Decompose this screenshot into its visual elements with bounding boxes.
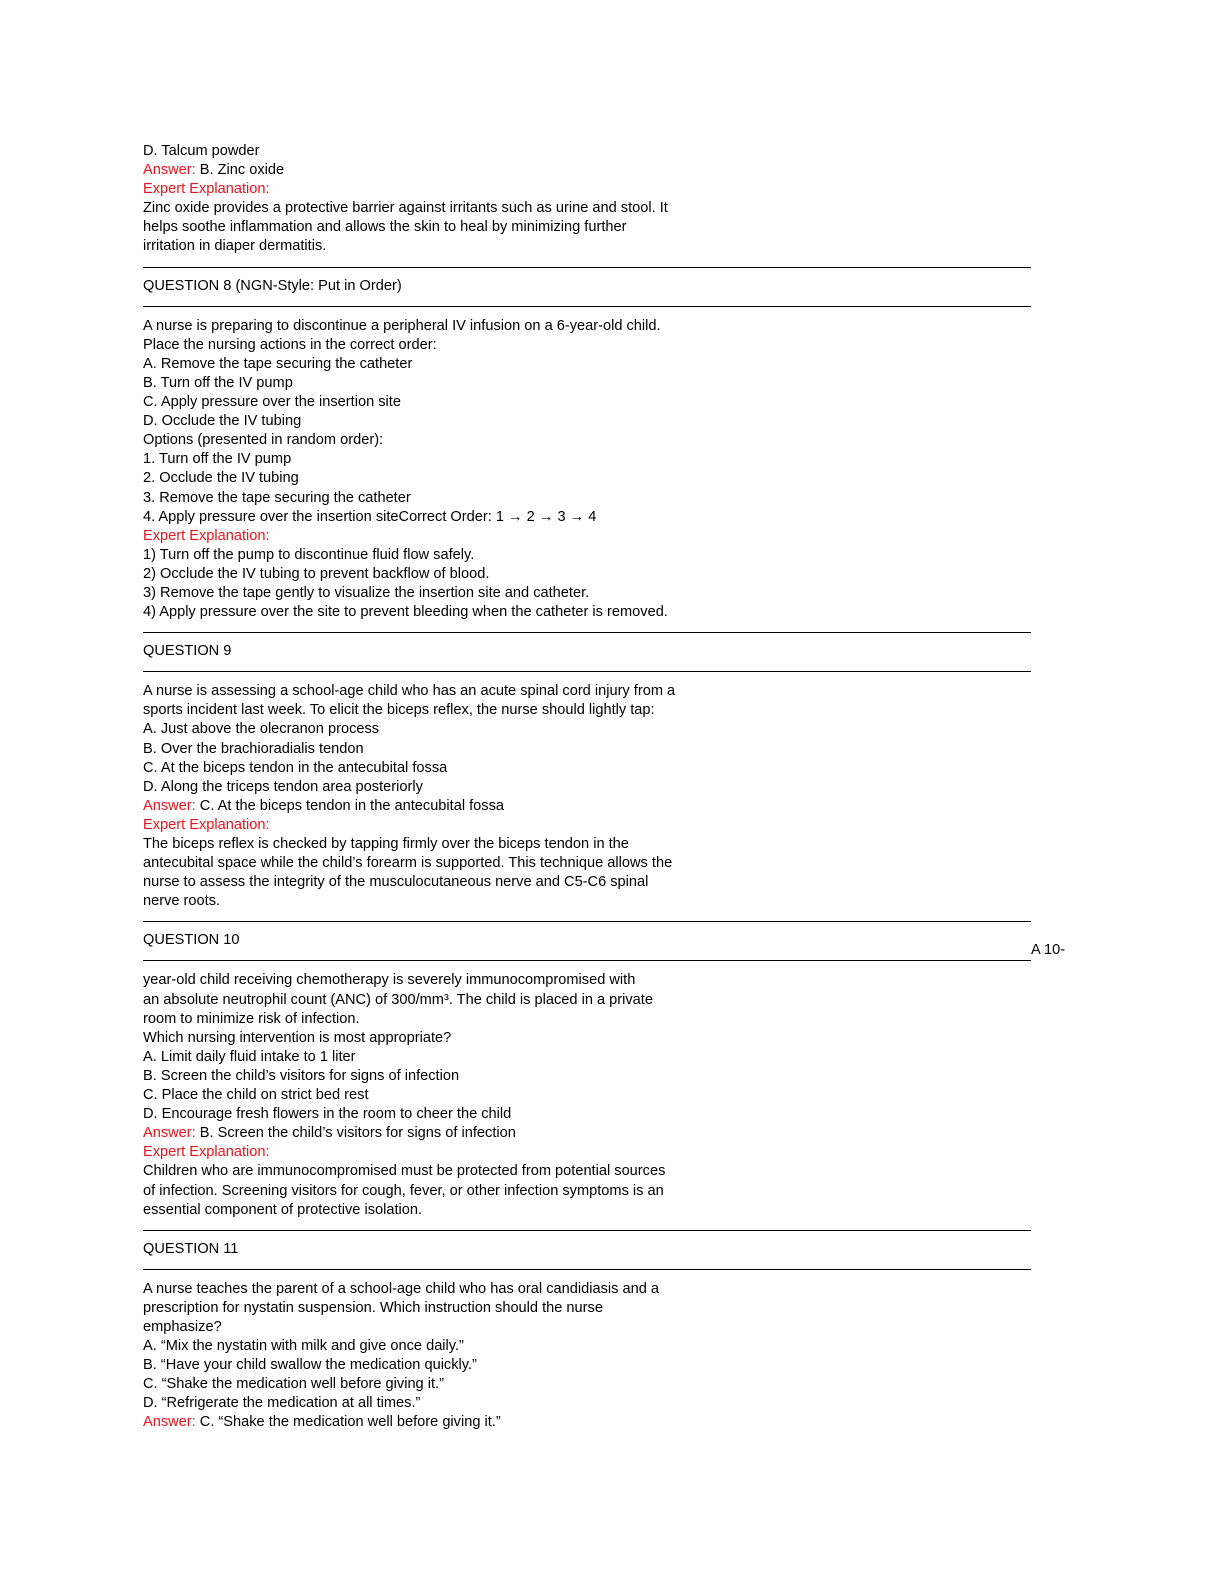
question-line: Which nursing intervention is most appropriate? — [143, 1029, 452, 1046]
question-9-body — [143, 682, 1031, 911]
explanation-line: helps soothe inflammation and allows the skin to heal by minimizing further — [143, 219, 627, 236]
option-line: 3. Remove the tape securing the catheter — [143, 489, 411, 506]
question-line: an absolute neutrophil count (ANC) of 300/mm³. The child is placed in a private — [143, 991, 653, 1008]
question-9-heading: QUESTION 9 — [143, 643, 232, 660]
question-line: Place the nursing actions in the correct order: — [143, 336, 437, 353]
explanation-line: nerve roots. — [143, 893, 221, 910]
divider — [143, 306, 1031, 307]
option-line: B. Turn off the IV pump — [143, 374, 293, 391]
answer-label: Answer: — [143, 1125, 196, 1142]
explanation-line: antecubital space while the child’s forearm is supported. This technique allows the — [143, 855, 673, 872]
option-line: A. Limit daily fluid intake to 1 liter — [143, 1048, 356, 1065]
divider — [143, 1269, 1031, 1270]
explanation-line: 3) Remove the tape gently to visualize the insertion site and catheter. — [143, 584, 590, 601]
option-line: C. At the biceps tendon in the antecubital fossa — [143, 759, 448, 776]
explanation-line: irritation in diaper dermatitis. — [143, 238, 327, 255]
question-line: emphasize? — [143, 1318, 222, 1335]
question-10-heading: QUESTION 10 — [143, 932, 240, 949]
option-line: B. Over the brachioradialis tendon — [143, 740, 364, 757]
explanation-label: Expert Explanation: — [143, 816, 270, 833]
explanation-line: 2) Occlude the IV tubing to prevent backflow of blood. — [143, 565, 490, 582]
option-line: C. Apply pressure over the insertion site — [143, 394, 401, 411]
option-line: A. “Mix the nystatin with milk and give once daily.” — [143, 1338, 464, 1355]
answer-line — [143, 1124, 1031, 1143]
divider — [143, 671, 1031, 672]
question-line: A nurse teaches the parent of a school-age child who has oral candidiasis and a — [143, 1280, 659, 1297]
answer-label: Answer: — [143, 797, 196, 814]
answer-line — [143, 797, 1031, 816]
option-line: D. Along the triceps tendon area posteriorly — [143, 778, 423, 795]
question-line: A nurse is preparing to discontinue a peripheral IV infusion on a 6-year-old child. — [143, 317, 661, 334]
option-line: A. Just above the olecranon process — [143, 721, 380, 738]
option-d: D. Talcum powder — [143, 143, 260, 159]
explanation-line: of infection. Screening visitors for cough, fever, or other infection symptoms is an — [143, 1182, 664, 1199]
question-line: room to minimize risk of infection. — [143, 1010, 360, 1027]
question-line: sports incident last week. To elicit the biceps reflex, the nurse should lightly tap: — [143, 702, 655, 719]
divider — [143, 1230, 1031, 1231]
explanation-label: Expert Explanation: — [143, 527, 270, 544]
option-line: 1. Turn off the IV pump — [143, 451, 292, 468]
answer-label: Answer: — [143, 162, 196, 179]
answer-text: B. Screen the child’s visitors for signs of infection — [195, 1125, 516, 1142]
divider — [143, 632, 1031, 633]
question-line: Options (presented in random order): — [143, 432, 384, 449]
question-line: year-old child receiving chemotherapy is severely immunocompromised with — [143, 972, 636, 989]
divider — [143, 960, 1031, 961]
explanation-line: Children who are immunocompromised must be protected from potential sources — [143, 1163, 666, 1180]
explanation-label: Expert Explanation: — [143, 181, 270, 198]
explanation-line: Zinc oxide provides a protective barrier against irritants such as urine and stool. It — [143, 200, 668, 217]
answer-line — [143, 161, 1031, 180]
question-line: prescription for nystatin suspension. Which instruction should the nurse — [143, 1299, 603, 1316]
answer-text: C. At the biceps tendon in the antecubital fossa — [195, 797, 505, 814]
question-11-heading: QUESTION 11 — [143, 1240, 239, 1257]
option-line: 4. Apply pressure over the insertion siteCorrect Order: 1 → 2 → 3 → 4 — [143, 508, 597, 525]
explanation-line: nurse to assess the integrity of the musculocutaneous nerve and C5-C6 spinal — [143, 874, 649, 891]
question-8-heading: QUESTION 8 (NGN-Style: Put in Order) — [143, 277, 402, 294]
question-11-body — [143, 1280, 1031, 1433]
answer-text: B. Zinc oxide — [195, 162, 285, 179]
document-page — [143, 142, 1031, 1433]
divider — [143, 921, 1031, 922]
divider — [143, 267, 1031, 268]
explanation-line: The biceps reflex is checked by tapping firmly over the biceps tendon in the — [143, 836, 629, 852]
explanation-label: Expert Explanation: — [143, 1144, 270, 1161]
option-line: D. Occlude the IV tubing — [143, 413, 302, 430]
explanation-line: 4) Apply pressure over the site to prevent bleeding when the catheter is removed. — [143, 604, 668, 621]
option-line: D. “Refrigerate the medication at all times.” — [143, 1395, 421, 1412]
option-line: C. Place the child on strict bed rest — [143, 1087, 369, 1104]
option-line: D. Encourage fresh flowers in the room to cheer the child — [143, 1106, 512, 1123]
question-line: A nurse is assessing a school-age child who has an acute spinal cord injury from a — [143, 683, 676, 700]
option-line: B. Screen the child’s visitors for signs of infection — [143, 1067, 460, 1084]
option-line: 2. Occlude the IV tubing — [143, 470, 299, 487]
option-line: A. Remove the tape securing the catheter — [143, 355, 413, 372]
explanation-line: 1) Turn off the pump to discontinue fluid flow safely. — [143, 546, 475, 563]
answer-text: C. “Shake the medication well before giving it.” — [195, 1414, 501, 1431]
option-line: C. “Shake the medication well before giving it.” — [143, 1376, 444, 1393]
overflow-fragment: A 10- — [1031, 942, 1066, 958]
question-10-body — [143, 971, 1031, 1219]
question-7-tail — [143, 142, 1031, 257]
explanation-line: essential component of protective isolation. — [143, 1201, 423, 1218]
option-line: B. “Have your child swallow the medication quickly.” — [143, 1357, 477, 1374]
answer-line — [143, 1413, 1031, 1432]
answer-label: Answer: — [143, 1414, 196, 1431]
question-8-body — [143, 317, 1031, 623]
